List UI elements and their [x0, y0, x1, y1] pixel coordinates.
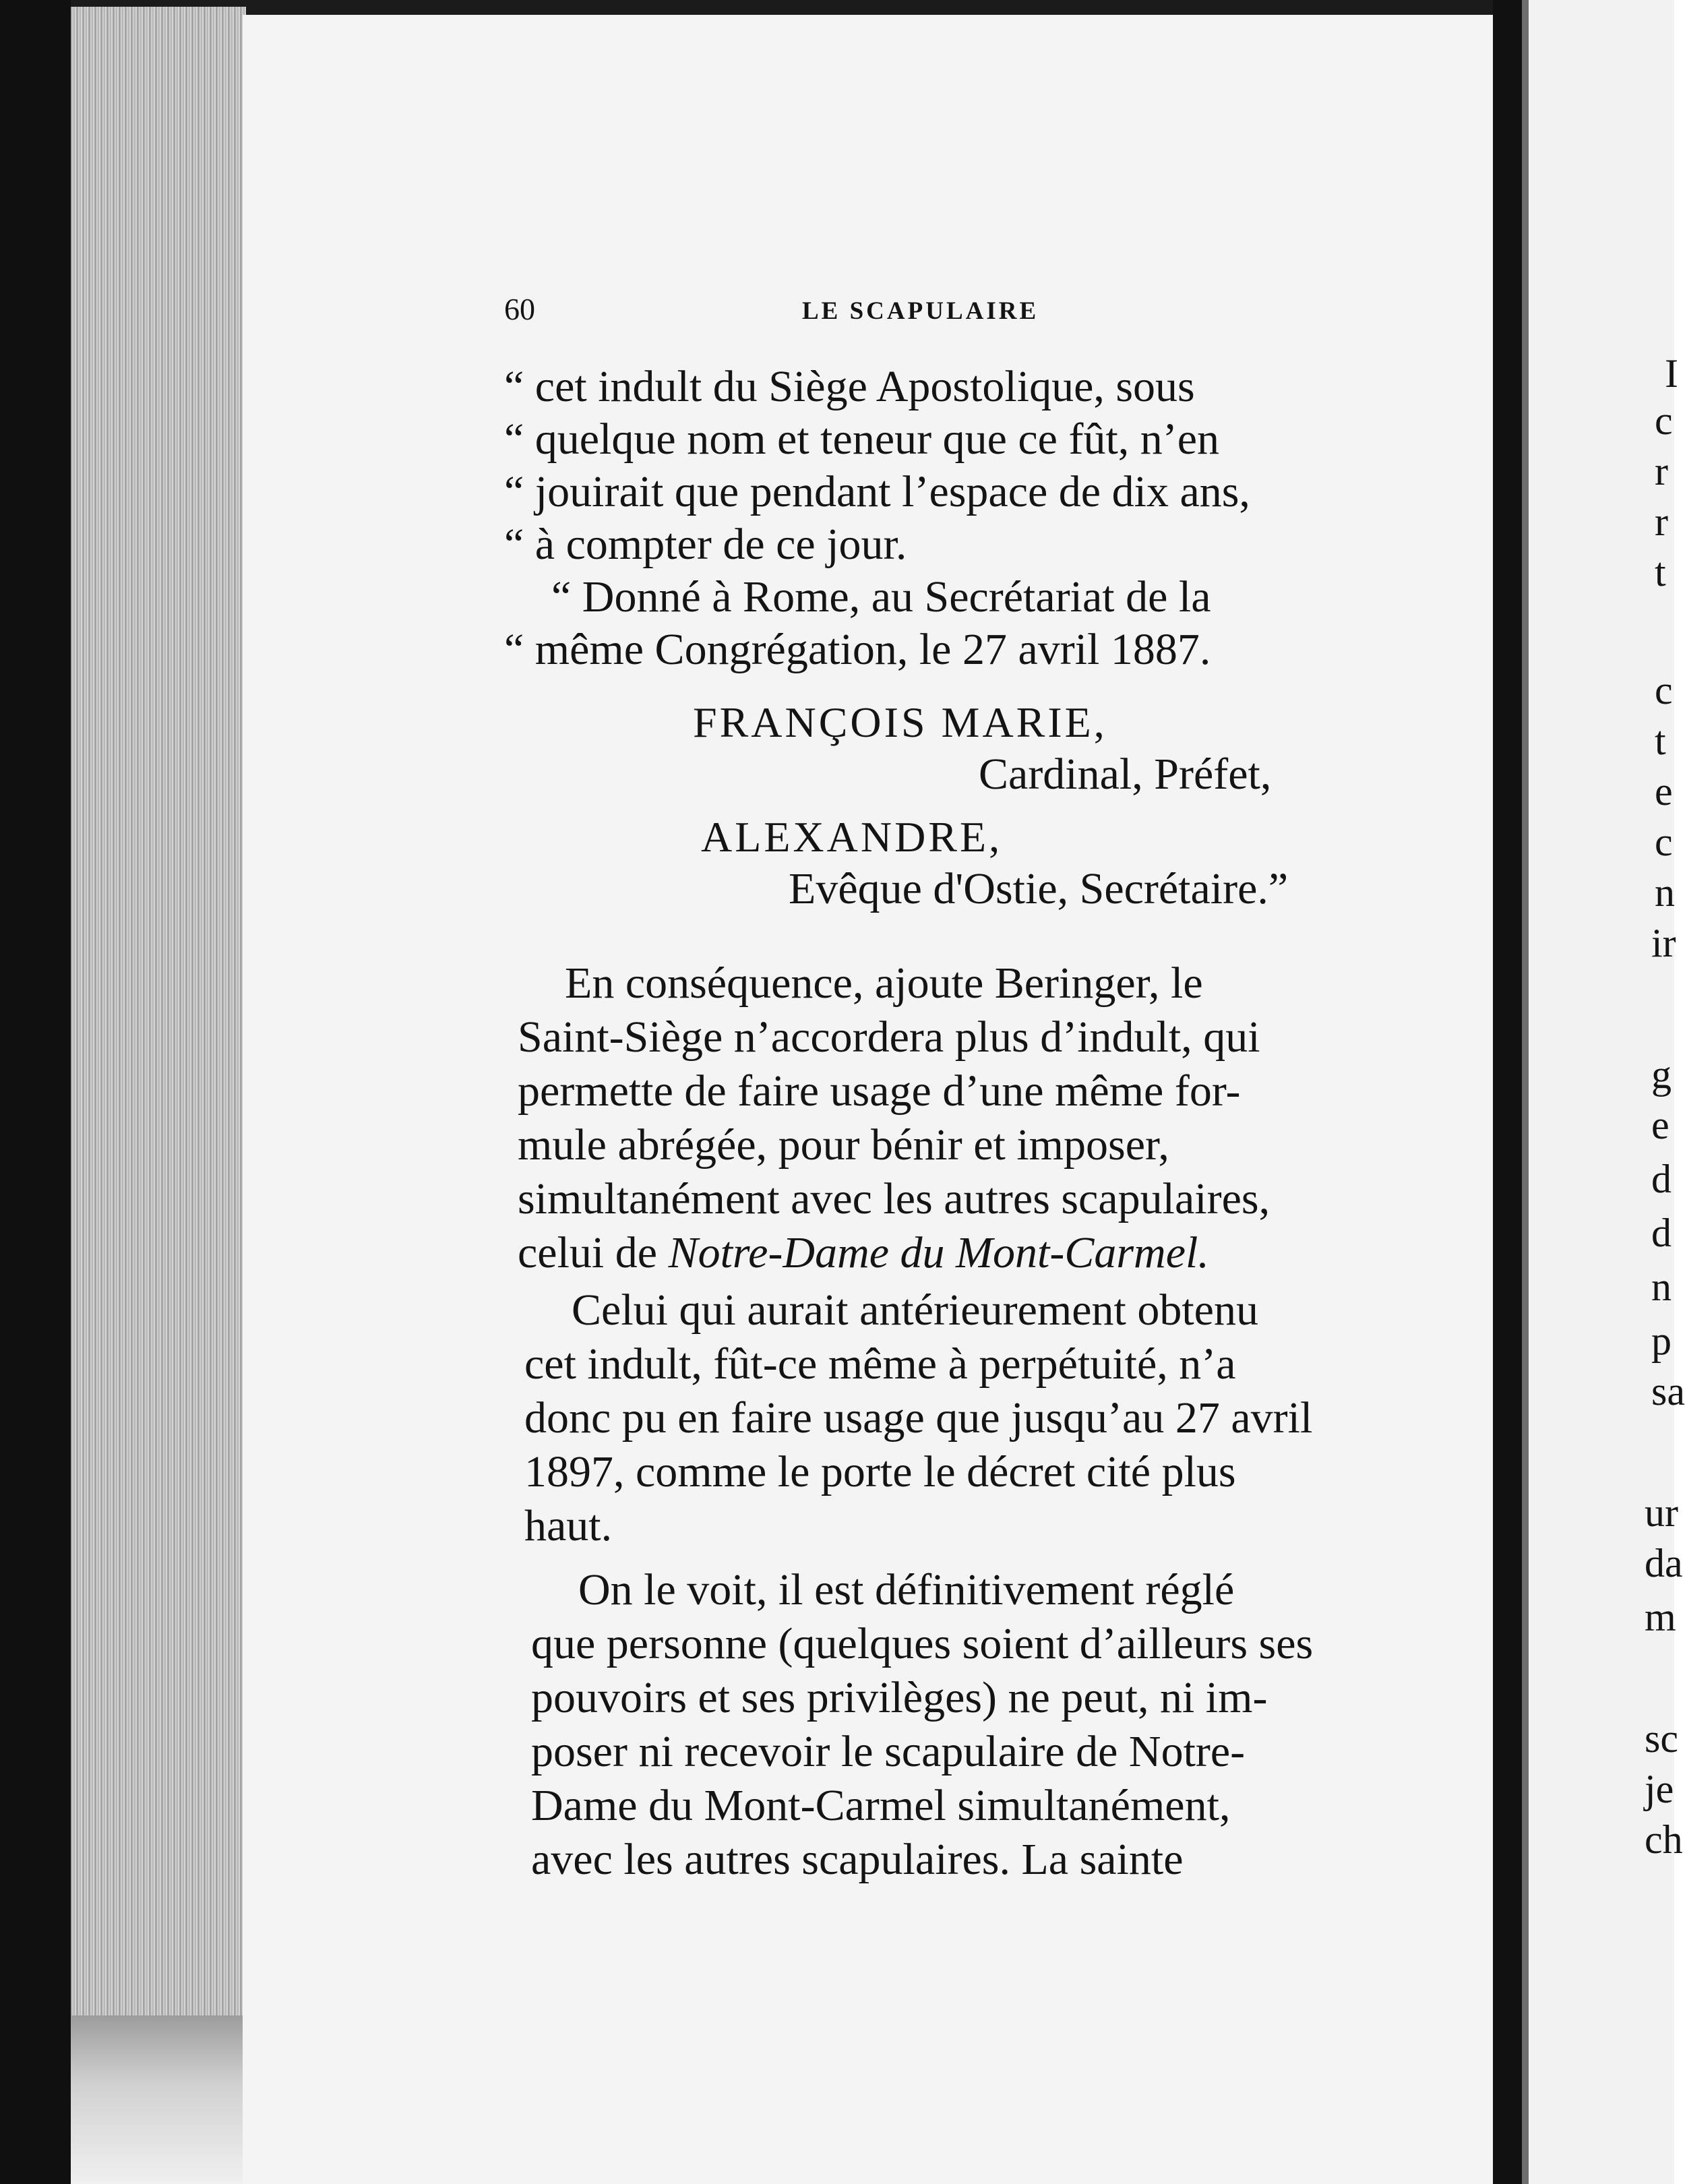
facing-fragment: r	[1655, 499, 1668, 544]
facing-fragment: p	[1651, 1318, 1672, 1363]
paragraph-line: On le voit, il est définitivement réglé	[578, 1565, 1235, 1614]
signatory-title: Cardinal, Préfet,	[979, 750, 1272, 799]
paragraph-line: simultanément avec les autres scapulaires,	[518, 1174, 1270, 1223]
facing-fragment: c	[1655, 820, 1673, 864]
signatory-name: FRANÇOIS MARIE,	[693, 698, 1107, 746]
paragraph-line: poser ni recevoir le scapulaire de Notre-	[531, 1727, 1246, 1776]
facing-fragment: g	[1651, 1052, 1672, 1097]
quote-line: “ cet indult du Siège Apostolique, sous	[504, 362, 1195, 411]
facing-fragment: d	[1651, 1157, 1672, 1201]
facing-fragment: ir	[1651, 921, 1676, 965]
quote-line: “ même Congrégation, le 27 avril 1887.	[504, 625, 1211, 674]
book-gutter	[1493, 0, 1523, 2184]
paragraph-line: permette de faire usage d’une même for-	[518, 1066, 1241, 1116]
facing-fragment: t	[1655, 719, 1666, 763]
scan-left-border	[0, 0, 71, 2184]
quote-line: “ à compter de ce jour.	[504, 520, 907, 569]
paragraph-line: donc pu en faire usage que jusqu’au 27 avril	[524, 1393, 1313, 1443]
facing-fragment: c	[1655, 398, 1673, 443]
facing-fragment: ch	[1645, 1817, 1683, 1862]
facing-fragment: ur	[1645, 1490, 1678, 1535]
book-fore-edge	[71, 7, 246, 2029]
scan-top-edge	[0, 0, 1674, 15]
paragraph-line-last	[518, 1227, 1209, 1279]
paragraph-line: En conséquence, ajoute Beringer, le	[565, 959, 1203, 1008]
page-number: 60	[504, 292, 535, 326]
paragraph-line: que personne (quelques soient d’ailleurs ses	[531, 1619, 1314, 1668]
paragraph-text: celui de	[518, 1228, 669, 1277]
facing-fragment: m	[1645, 1595, 1676, 1639]
paragraph-line: haut.	[524, 1501, 613, 1550]
running-head: LE SCAPULAIRE	[802, 297, 1039, 325]
paragraph-line: Dame du Mont-Carmel simultanément,	[531, 1781, 1231, 1830]
facing-fragment: n	[1651, 1265, 1672, 1309]
facing-fragment: n	[1655, 870, 1675, 915]
gutter-shadow	[1522, 0, 1529, 2184]
book-fore-edge-bottom	[71, 2015, 266, 2184]
paragraph-line: cet indult, fût-ce même à perpétuité, n’a	[524, 1339, 1236, 1389]
facing-fragment: r	[1655, 449, 1668, 493]
quote-line: “ quelque nom et teneur que ce fût, n’en	[504, 415, 1220, 464]
paragraph-line: Celui qui aurait antérieurement obtenu	[572, 1285, 1258, 1335]
facing-fragment: t	[1655, 550, 1666, 595]
facing-fragment: da	[1645, 1541, 1683, 1585]
paragraph-line: pouvoirs et ses privilèges) ne peut, ni im-	[531, 1673, 1268, 1722]
facing-fragment: sa	[1651, 1369, 1685, 1414]
facing-fragment: I	[1665, 351, 1678, 396]
signatory-title: Evêque d'Ostie, Secrétaire.”	[789, 864, 1289, 913]
paragraph-line: 1897, comme le porte le décret cité plus	[524, 1447, 1236, 1496]
facing-fragment: sc	[1645, 1716, 1678, 1761]
facing-fragment: e	[1655, 769, 1673, 814]
facing-fragment: je	[1645, 1767, 1674, 1811]
italic-place-name: Notre-Dame du Mont-Carmel.	[668, 1228, 1209, 1277]
paragraph-line: avec les autres scapulaires. La sainte	[531, 1835, 1184, 1884]
paragraph-line: Saint-Siège n’accordera plus d’indult, qui	[518, 1012, 1260, 1062]
quote-line: “ jouirait que pendant l’espace de dix ans,	[504, 467, 1250, 516]
paragraph-line: mule abrégée, pour bénir et imposer,	[518, 1120, 1169, 1170]
facing-fragment: c	[1655, 668, 1673, 712]
facing-fragment: d	[1651, 1211, 1672, 1255]
signatory-name: ALEXANDRE,	[701, 813, 1003, 861]
facing-fragment: e	[1651, 1103, 1669, 1147]
quote-line: “ Donné à Rome, au Secrétariat de la	[551, 572, 1211, 621]
